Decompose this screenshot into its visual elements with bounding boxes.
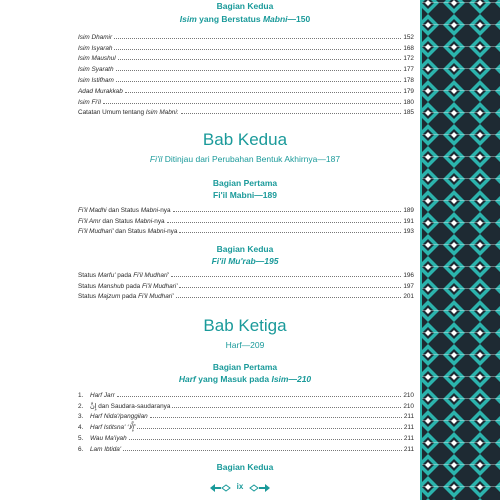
chapter-subtitle: Harf—209 bbox=[225, 340, 265, 350]
section-heading: Bagian Pertama bbox=[212, 362, 278, 372]
toc-entry[interactable]: Isim Dhamir 152 bbox=[78, 33, 414, 41]
chapter-subtitle: Fi'il Ditinjau dari Perubahan Bentuk Akhirnya—187 bbox=[149, 154, 341, 164]
toc-entry[interactable]: Catatan Umum tentang Isim Mabni: 185 bbox=[78, 109, 414, 117]
toc-entry[interactable]: Fi'il Amr dan Status Mabni-nya 191 bbox=[78, 217, 414, 225]
toc-entry[interactable]: 6. Lam Ibtida' 211 bbox=[78, 445, 414, 453]
toc-entry[interactable]: 2. إِنَّ dan Saudara-saudaranya 210 bbox=[78, 402, 414, 410]
decorative-border bbox=[420, 0, 500, 500]
section-heading: Bagian Kedua bbox=[216, 462, 274, 472]
section-heading: Bagian Pertama bbox=[212, 178, 278, 188]
section-subheading: Isim yang Berstatus Mabni—150 bbox=[179, 14, 311, 24]
border-pattern-icon bbox=[420, 0, 500, 500]
toc-entry[interactable]: 4. Harf Istitsna' ‘إِلَّا’ 211 bbox=[78, 424, 414, 432]
section-subheading: Fi'il Mabni—189 bbox=[213, 190, 277, 200]
toc-entry[interactable]: 5. Wau Ma'iyah 211 bbox=[78, 434, 414, 442]
section-heading: Bagian Kedua bbox=[216, 244, 274, 254]
toc-list bbox=[78, 30, 414, 116]
toc-entry[interactable]: Isim Istifham 178 bbox=[78, 76, 414, 84]
page-number: ix bbox=[236, 482, 244, 491]
toc-list bbox=[78, 203, 414, 235]
section-subheading: Fi'il Mu'rab—195 bbox=[211, 256, 279, 266]
toc-entry[interactable]: 3. Harf Nida'/panggilan 211 bbox=[78, 413, 414, 421]
toc-entry[interactable]: Status Marfu' pada Fi'il Mudhari' 196 bbox=[78, 271, 414, 279]
toc-entry[interactable]: Fi'il Madhi dan Status Mabni-nya 189 bbox=[78, 206, 414, 214]
chapter-title: Bab Ketiga bbox=[203, 316, 287, 335]
chapter-title: Bab Kedua bbox=[202, 130, 288, 149]
toc-list bbox=[78, 388, 414, 453]
section-heading: Bagian Kedua bbox=[216, 1, 274, 11]
toc-entry[interactable]: Fi'il Mudhari' dan Status Mabni-nya 193 bbox=[78, 228, 414, 236]
toc-entry[interactable]: Isim Isyarah 168 bbox=[78, 44, 414, 52]
section-subheading: Harf yang Masuk pada Isim—210 bbox=[178, 374, 312, 384]
toc-entry[interactable]: Status Majzum pada Fi'il Mudhari' 201 bbox=[78, 293, 414, 301]
page-footer bbox=[200, 480, 280, 496]
toc-list bbox=[78, 268, 414, 300]
toc-entry[interactable]: Isim Maushul 172 bbox=[78, 55, 414, 63]
toc-entry[interactable]: Status Manshub pada Fi'il Mudhari' 197 bbox=[78, 282, 414, 290]
toc-entry[interactable]: 1. Harf Jarr 210 bbox=[78, 391, 414, 399]
toc-entry[interactable]: Isim Syarath 177 bbox=[78, 66, 414, 74]
toc-entry[interactable]: Isim Fi'il 180 bbox=[78, 98, 414, 106]
toc-entry[interactable]: Adad Murakkab 179 bbox=[78, 87, 414, 95]
